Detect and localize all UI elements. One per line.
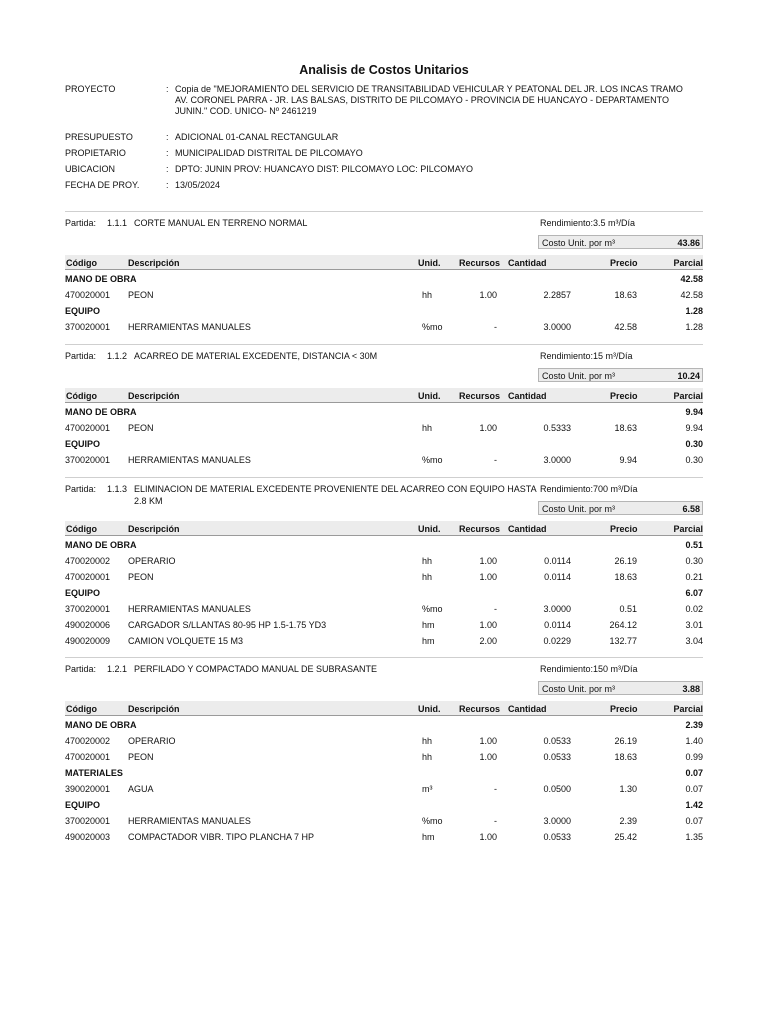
header-colon: :	[166, 84, 169, 94]
cell-parcial: 3.04	[685, 636, 703, 646]
cell-desc: PEON	[128, 423, 154, 433]
cell-codigo: 390020001	[65, 784, 111, 794]
cell-recursos: -	[494, 816, 497, 826]
col-recursos: Recursos	[459, 391, 501, 401]
cell-codigo: 490020006	[65, 620, 111, 630]
group-parcial: 42.58	[680, 274, 703, 284]
table-row	[65, 752, 703, 766]
cell-unid: hh	[422, 752, 433, 762]
col-descripcion: Descripción	[128, 704, 180, 714]
col-parcial: Parcial	[673, 391, 703, 401]
cell-desc: OPERARIO	[128, 556, 176, 566]
divider	[65, 477, 703, 478]
cell-cantidad: 3.0000	[543, 816, 571, 826]
cell-unid: hm	[422, 832, 435, 842]
table-row	[65, 736, 703, 750]
cell-precio: 1.30	[619, 784, 637, 794]
cell-precio: 18.63	[614, 572, 637, 582]
table-row	[65, 620, 703, 634]
col-descripcion: Descripción	[128, 524, 180, 534]
col-cantidad: Cantidad	[508, 258, 547, 268]
cell-cantidad: 2.2857	[543, 290, 571, 300]
group-name: MANO DE OBRA	[65, 274, 137, 284]
group-parcial: 0.07	[685, 768, 703, 778]
header-label: FECHA DE PROY.	[65, 180, 140, 190]
cell-unid: hh	[422, 556, 433, 566]
cell-cantidad: 0.0114	[544, 556, 571, 566]
header-value: ADICIONAL 01-CANAL RECTANGULAR	[175, 132, 339, 142]
group-name: MANO DE OBRA	[65, 407, 137, 417]
cell-recursos: 1.00	[479, 736, 497, 746]
cell-desc: PEON	[128, 572, 154, 582]
cell-desc: PEON	[128, 752, 154, 762]
column-header	[65, 521, 703, 536]
cell-recursos: 1.00	[479, 556, 497, 566]
col-unid: Unid.	[418, 391, 441, 401]
header-value: Copia de "MEJORAMIENTO DEL SERVICIO DE TRANSITABILIDAD VEHICULAR Y PEATONAL DEL JR. LOS INCAS TRAMO AV. CORONEL PARRA - JR. LAS BALSAS, DISTRITO DE PILCOMAYO - PROVINCIA DE HUANCAYO - DEPARTAMENTO JUNIN." COD. UNICO- Nº 2461219	[175, 84, 683, 116]
costo-unit-value: 6.58	[682, 504, 700, 514]
cell-unid: hm	[422, 636, 435, 646]
costo-unit-box	[538, 235, 703, 249]
col-cantidad: Cantidad	[508, 524, 547, 534]
cell-precio: 18.63	[614, 290, 637, 300]
partida-code: 1.1.1	[107, 218, 128, 228]
cell-cantidad: 0.5333	[543, 423, 571, 433]
costo-unit-value: 43.86	[677, 238, 700, 248]
cell-codigo: 490020003	[65, 832, 111, 842]
cell-parcial: 0.07	[685, 784, 703, 794]
header-label: PROYECTO	[65, 84, 116, 94]
divider	[65, 657, 703, 658]
cell-precio: 42.58	[614, 322, 637, 332]
divider	[65, 211, 703, 212]
header-colon: :	[166, 180, 169, 190]
cell-parcial: 0.07	[685, 816, 703, 826]
cell-precio: 132.77	[609, 636, 637, 646]
cell-recursos: -	[494, 322, 497, 332]
cell-parcial: 0.99	[685, 752, 703, 762]
header-colon: :	[166, 132, 169, 142]
cell-unid: %mo	[422, 816, 443, 826]
cell-recursos: 2.00	[479, 636, 497, 646]
cell-parcial: 42.58	[680, 290, 703, 300]
cell-recursos: -	[494, 455, 497, 465]
cell-precio: 264.12	[609, 620, 637, 630]
cell-recursos: 1.00	[479, 752, 497, 762]
group-row	[65, 720, 703, 734]
group-name: EQUIPO	[65, 800, 101, 810]
cell-desc: HERRAMIENTAS MANUALES	[128, 455, 251, 465]
cell-cantidad: 3.0000	[543, 604, 571, 614]
cell-desc: CARGADOR S/LLANTAS 80-95 HP 1.5-1.75 YD3	[128, 620, 327, 630]
table-row	[65, 423, 703, 437]
rendimiento: Rendimiento:15 m³/Día	[540, 351, 633, 361]
group-parcial: 6.07	[685, 588, 703, 598]
group-row	[65, 588, 703, 602]
column-header	[65, 701, 703, 716]
col-codigo: Código	[66, 524, 97, 534]
group-name: EQUIPO	[65, 306, 101, 316]
partida-name-cont: 2.8 KM	[134, 496, 163, 506]
table-row	[65, 455, 703, 469]
cell-unid: hm	[422, 620, 435, 630]
partida-name: PERFILADO Y COMPACTADO MANUAL DE SUBRASANTE	[134, 664, 378, 674]
group-name: EQUIPO	[65, 439, 101, 449]
cell-recursos: -	[494, 604, 497, 614]
col-precio: Precio	[610, 524, 638, 534]
group-parcial: 0.30	[685, 439, 703, 449]
group-name: MATERIALES	[65, 768, 123, 778]
table-row	[65, 604, 703, 618]
cell-precio: 26.19	[614, 736, 637, 746]
cell-parcial: 0.02	[685, 604, 703, 614]
col-parcial: Parcial	[673, 524, 703, 534]
cell-recursos: 1.00	[479, 290, 497, 300]
cell-unid: m³	[422, 784, 433, 794]
partida-code: 1.2.1	[107, 664, 128, 674]
table-row	[65, 784, 703, 798]
cell-precio: 18.63	[614, 423, 637, 433]
cell-recursos: -	[494, 784, 497, 794]
cell-parcial: 9.94	[685, 423, 703, 433]
cell-unid: hh	[422, 572, 433, 582]
cell-precio: 9.94	[619, 455, 637, 465]
partida-name: ELIMINACION DE MATERIAL EXCEDENTE PROVENIENTE DEL ACARREO CON EQUIPO HASTA	[134, 484, 537, 494]
costo-unit-label: Costo Unit. por m³	[542, 371, 616, 381]
cell-desc: CAMION VOLQUETE 15 M3	[128, 636, 244, 646]
table-row	[65, 572, 703, 586]
cell-codigo: 470020002	[65, 556, 111, 566]
group-row	[65, 306, 703, 320]
cell-desc: HERRAMIENTAS MANUALES	[128, 816, 251, 826]
table-row	[65, 322, 703, 336]
col-codigo: Código	[66, 391, 97, 401]
col-recursos: Recursos	[459, 258, 501, 268]
col-descripcion: Descripción	[128, 258, 180, 268]
cell-parcial: 1.28	[685, 322, 703, 332]
costo-unit-box	[538, 501, 703, 515]
divider	[65, 344, 703, 345]
col-unid: Unid.	[418, 524, 441, 534]
cell-desc: COMPACTADOR VIBR. TIPO PLANCHA 7 HP	[128, 832, 315, 842]
header-label: UBICACION	[65, 164, 116, 174]
table-row	[65, 832, 703, 846]
group-row	[65, 274, 703, 288]
cell-cantidad: 0.0533	[543, 736, 571, 746]
group-parcial: 1.42	[685, 800, 703, 810]
header-colon: :	[166, 148, 169, 158]
group-parcial: 0.51	[685, 540, 703, 550]
cell-unid: %mo	[422, 455, 443, 465]
header-value: 13/05/2024	[175, 180, 221, 190]
group-row	[65, 768, 703, 782]
group-row	[65, 407, 703, 421]
costo-unit-label: Costo Unit. por m³	[542, 504, 616, 514]
group-parcial: 1.28	[685, 306, 703, 316]
cell-precio: 26.19	[614, 556, 637, 566]
col-codigo: Código	[66, 704, 97, 714]
cell-desc: OPERARIO	[128, 736, 176, 746]
header-colon: :	[166, 164, 169, 174]
group-row	[65, 439, 703, 453]
table-row	[65, 636, 703, 650]
header-label: PROPIETARIO	[65, 148, 126, 158]
partida-code: 1.1.3	[107, 484, 128, 494]
partida-code: 1.1.2	[107, 351, 128, 361]
group-name: EQUIPO	[65, 588, 101, 598]
costo-unit-label: Costo Unit. por m³	[542, 238, 616, 248]
cell-codigo: 470020001	[65, 572, 111, 582]
col-recursos: Recursos	[459, 704, 501, 714]
group-parcial: 2.39	[685, 720, 703, 730]
table-row	[65, 556, 703, 570]
cell-codigo: 490020009	[65, 636, 111, 646]
group-parcial: 9.94	[685, 407, 703, 417]
column-header	[65, 388, 703, 403]
cell-codigo: 470020001	[65, 752, 111, 762]
rendimiento: Rendimiento:3.5 m³/Día	[540, 218, 636, 228]
col-parcial: Parcial	[673, 704, 703, 714]
cell-cantidad: 3.0000	[543, 322, 571, 332]
cell-parcial: 3.01	[685, 620, 703, 630]
col-cantidad: Cantidad	[508, 391, 547, 401]
col-precio: Precio	[610, 391, 638, 401]
partida-label: Partida:	[65, 484, 97, 494]
costo-unit-box	[538, 368, 703, 382]
cell-cantidad: 0.0500	[543, 784, 571, 794]
costo-unit-label: Costo Unit. por m³	[542, 684, 616, 694]
partida-name: ACARREO DE MATERIAL EXCEDENTE, DISTANCIA < 30M	[134, 351, 378, 361]
col-cantidad: Cantidad	[508, 704, 547, 714]
cell-desc: AGUA	[128, 784, 154, 794]
rendimiento: Rendimiento:150 m³/Día	[540, 664, 638, 674]
cell-unid: %mo	[422, 604, 443, 614]
cell-codigo: 470020001	[65, 290, 111, 300]
partida-label: Partida:	[65, 664, 97, 674]
partida-label: Partida:	[65, 218, 97, 228]
col-recursos: Recursos	[459, 524, 501, 534]
header-label: PRESUPUESTO	[65, 132, 133, 142]
cell-codigo: 370020001	[65, 604, 111, 614]
cell-cantidad: 0.0229	[543, 636, 571, 646]
cell-cantidad: 0.0533	[543, 752, 571, 762]
cell-codigo: 470020001	[65, 423, 111, 433]
col-parcial: Parcial	[673, 258, 703, 268]
cell-desc: PEON	[128, 290, 154, 300]
cell-desc: HERRAMIENTAS MANUALES	[128, 322, 251, 332]
cell-unid: hh	[422, 290, 433, 300]
partida-name: CORTE MANUAL EN TERRENO NORMAL	[134, 218, 308, 228]
col-unid: Unid.	[418, 258, 441, 268]
cell-precio: 18.63	[614, 752, 637, 762]
col-precio: Precio	[610, 258, 638, 268]
header-value: MUNICIPALIDAD DISTRITAL DE PILCOMAYO	[175, 148, 363, 158]
cell-cantidad: 3.0000	[543, 455, 571, 465]
cell-parcial: 0.21	[685, 572, 703, 582]
col-descripcion: Descripción	[128, 391, 180, 401]
cell-cantidad: 0.0114	[544, 572, 571, 582]
table-row	[65, 290, 703, 304]
column-header	[65, 255, 703, 270]
table-row	[65, 816, 703, 830]
cell-precio: 25.42	[614, 832, 637, 842]
cell-recursos: 1.00	[479, 620, 497, 630]
cell-precio: 0.51	[619, 604, 637, 614]
cell-unid: %mo	[422, 322, 443, 332]
cell-codigo: 370020001	[65, 816, 111, 826]
group-name: MANO DE OBRA	[65, 540, 137, 550]
col-unid: Unid.	[418, 704, 441, 714]
cell-recursos: 1.00	[479, 832, 497, 842]
cell-precio: 2.39	[619, 816, 637, 826]
group-name: MANO DE OBRA	[65, 720, 137, 730]
group-row	[65, 800, 703, 814]
cell-cantidad: 0.0114	[544, 620, 571, 630]
cell-cantidad: 0.0533	[543, 832, 571, 842]
cell-codigo: 470020002	[65, 736, 111, 746]
cell-parcial: 0.30	[685, 556, 703, 566]
cell-parcial: 1.40	[685, 736, 703, 746]
costo-unit-box	[538, 681, 703, 695]
cell-parcial: 1.35	[685, 832, 703, 842]
costo-unit-value: 10.24	[677, 371, 700, 381]
cell-recursos: 1.00	[479, 572, 497, 582]
cell-codigo: 370020001	[65, 455, 111, 465]
document-title: Analisis de Costos Unitarios	[299, 63, 469, 77]
cell-recursos: 1.00	[479, 423, 497, 433]
col-codigo: Código	[66, 258, 97, 268]
partida-label: Partida:	[65, 351, 97, 361]
cell-unid: hh	[422, 736, 433, 746]
group-row	[65, 540, 703, 554]
col-precio: Precio	[610, 704, 638, 714]
cell-parcial: 0.30	[685, 455, 703, 465]
costo-unit-value: 3.88	[682, 684, 700, 694]
cell-codigo: 370020001	[65, 322, 111, 332]
cell-unid: hh	[422, 423, 433, 433]
rendimiento: Rendimiento:700 m³/Día	[540, 484, 638, 494]
header-value: DPTO: JUNIN PROV: HUANCAYO DIST: PILCOMAYO LOC: PILCOMAYO	[175, 164, 474, 174]
cell-desc: HERRAMIENTAS MANUALES	[128, 604, 251, 614]
